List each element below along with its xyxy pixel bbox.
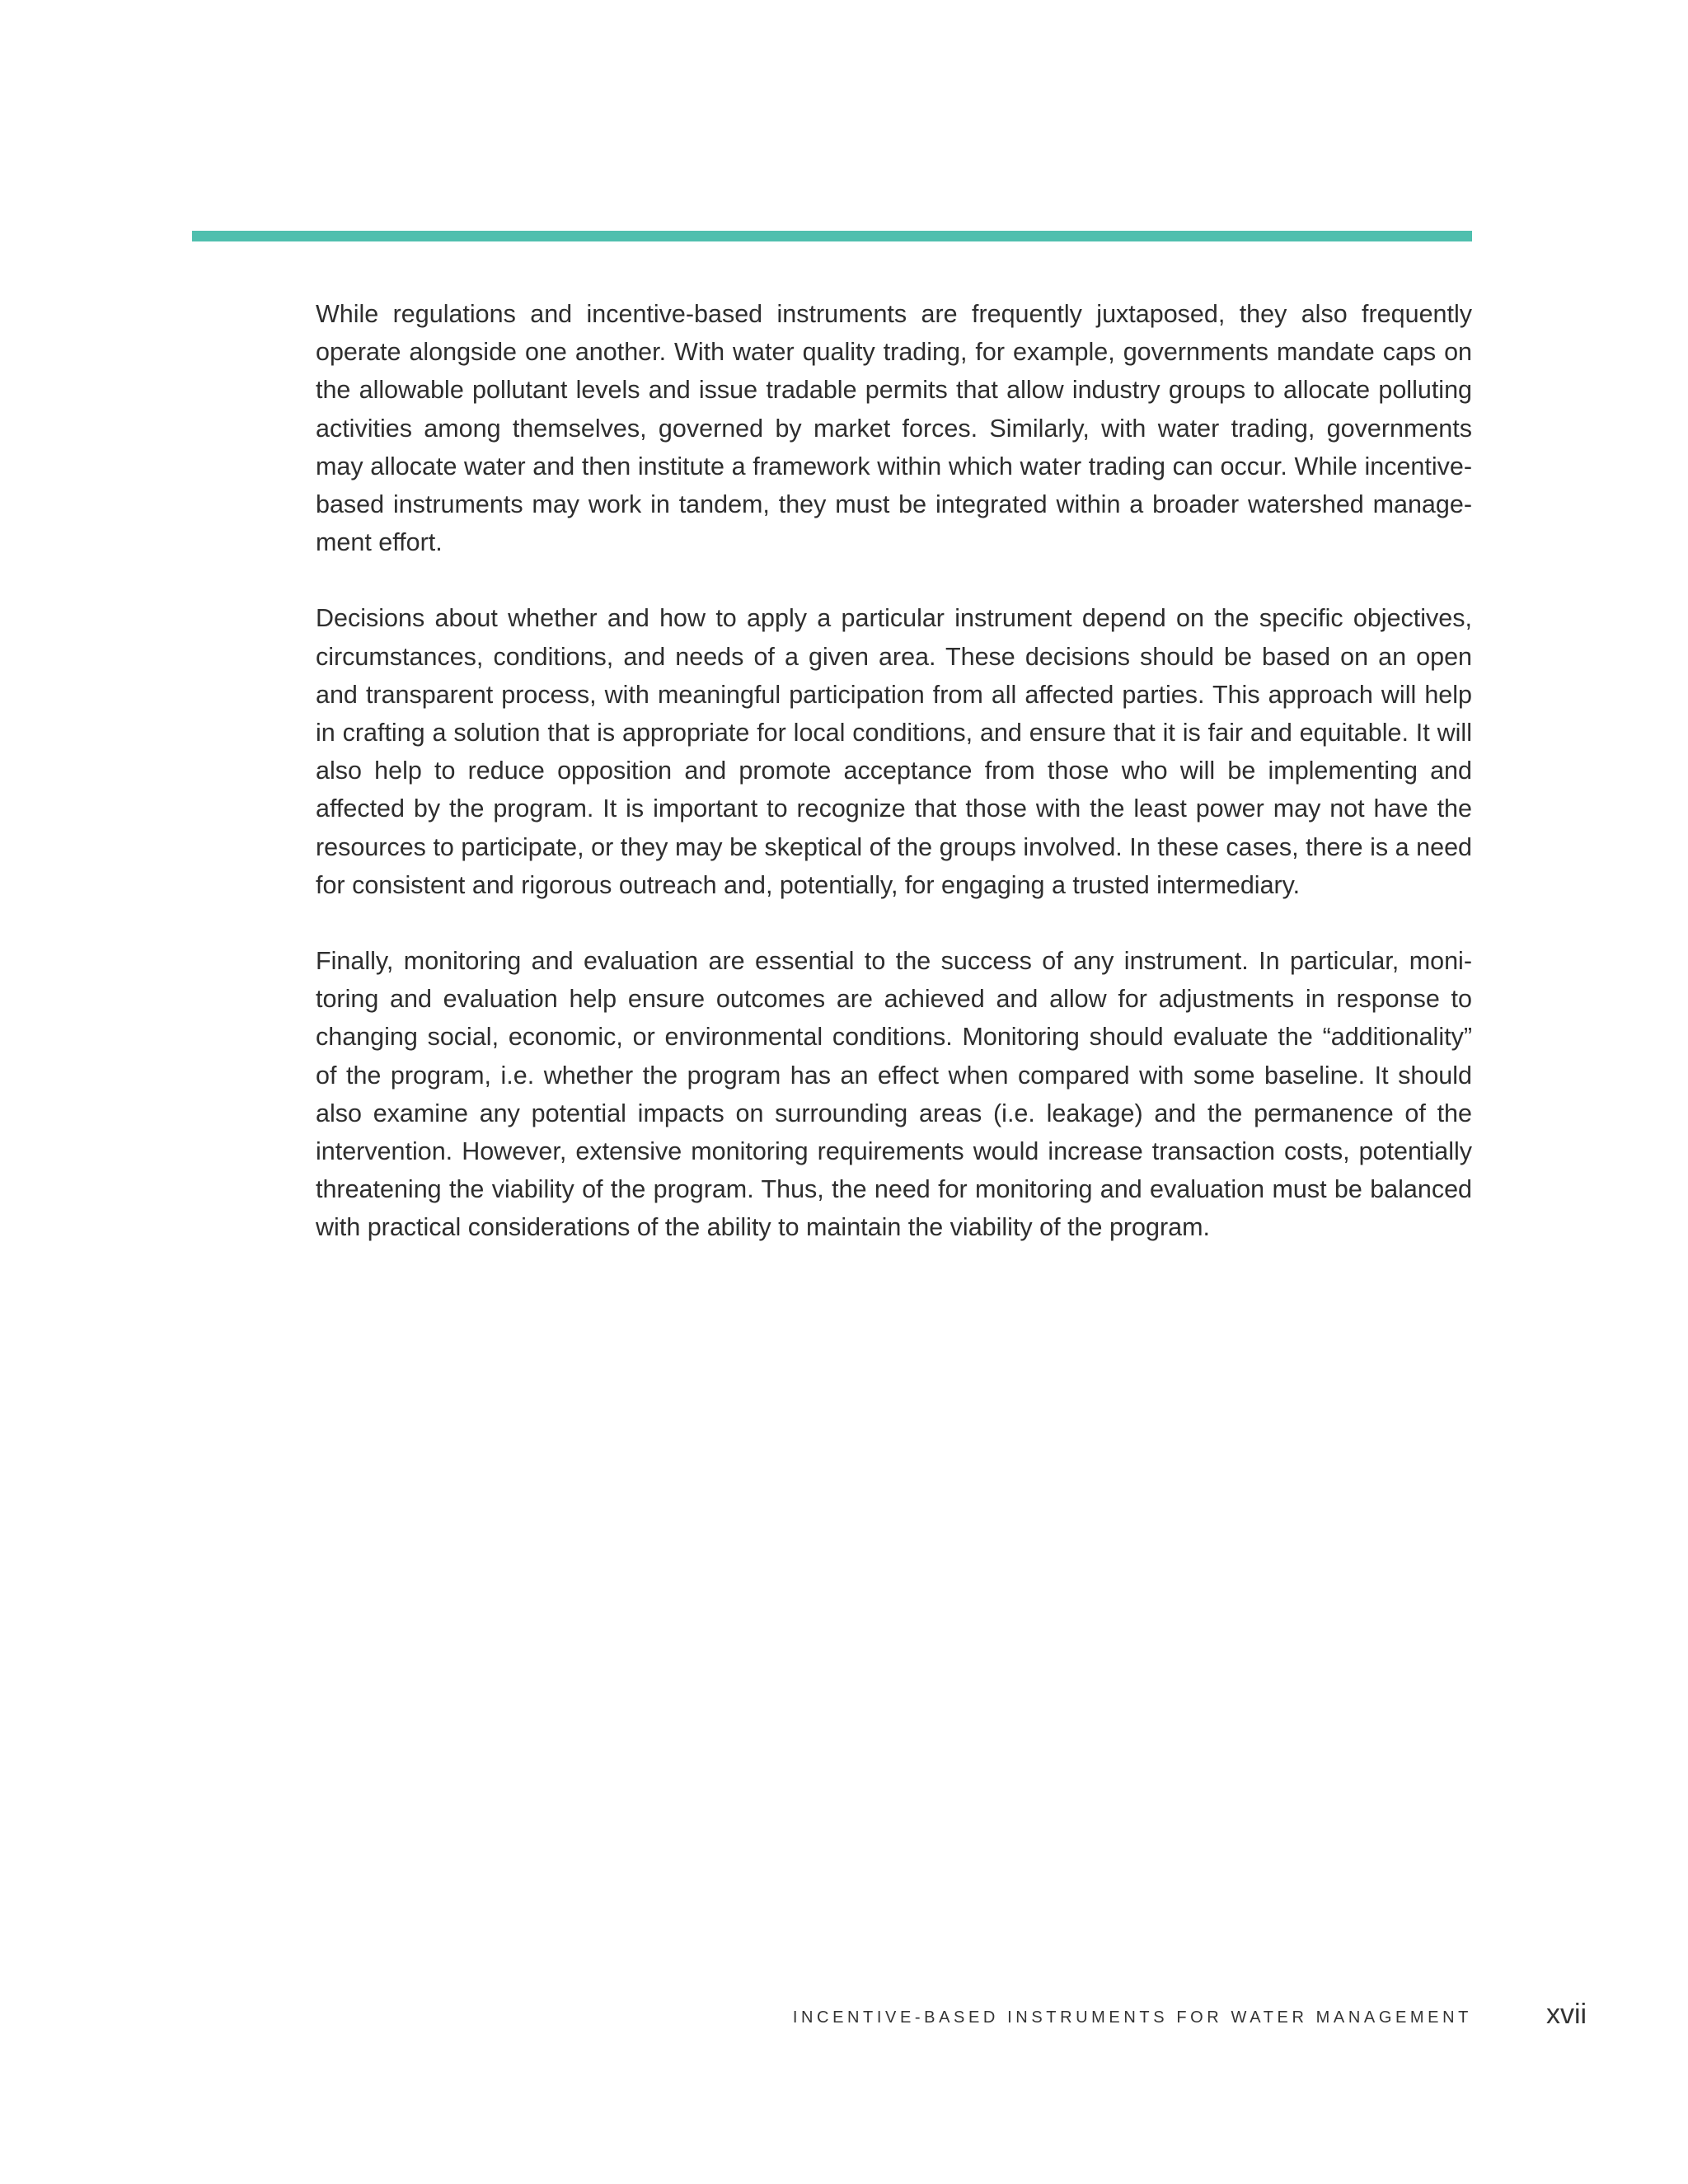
paragraph-2: Decisions about whether and how to apply a particular instrument depend on the specific objectives, circumstances, conditions, and needs of a given area. These decisions should be based on an open and transparent process, with meaningful participation from all affected parties. This approach will help in crafting a solution that is appropriate for local conditions, and ensure that it is fair and equitable. It will also help to reduce opposition and promote acceptance from those who will be implementing and affected by the program. It is important to recognize that those with the least power may not have the resources to participate, or they may be skeptical of the groups involved. In these cases, there is a need for consistent and rigorous outreach and, potentially, for engaging a trusted intermediary. (316, 604, 1472, 899)
page-number: xvii (1546, 1999, 1587, 2030)
running-footer-title: INCENTIVE-BASED INSTRUMENTS FOR WATER MANAGEMENT (792, 2008, 1472, 2027)
paragraph-1: While regulations and incentive-based instruments are frequently juxtaposed, they also frequently operate alongside one another. With water quality trading, for example, governments mandate caps on the allowable pollutant levels and issue tradable permits that allow industry groups to allocate polluting activities among themselves, governed by market forces. Similarly, with water trading, governments may allocate water and then institute a framework within which water trading can occur. While incentive-based instruments may work in tandem, they must be integrated within a broader watershed management effort. (316, 300, 1472, 557)
paragraph-3: Finally, monitoring and evaluation are essential to the success of any instrument. In particular, monitoring and evaluation help ensure outcomes are achieved and allow for adjustments in response to changing social, economic, or environmental conditions. Monitoring should evaluate the “additionality” of the program, i.e. whether the program has an effect when compared with some baseline. It should also examine any potential impacts on surrounding areas (i.e. leakage) and the permanence of the intervention. However, extensive monitoring requirements would increase transaction costs, potentially threatening the viability of the program. Thus, the need for monitoring and evaluation must be balanced with practical considerations of the ability to maintain the viability of the program. (316, 947, 1472, 1242)
accent-rule (192, 231, 1472, 241)
body-text (316, 295, 1472, 1285)
